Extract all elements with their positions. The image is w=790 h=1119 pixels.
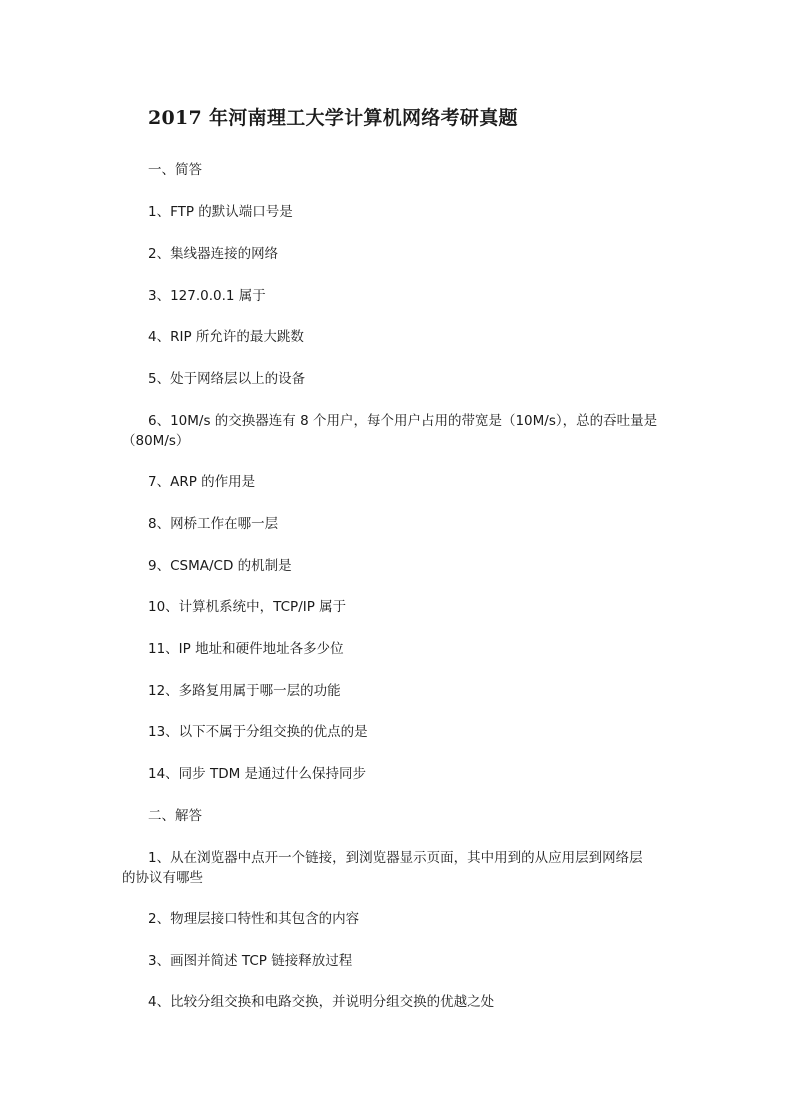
question-14: 14、同步 TDM 是通过什么保持同步 [148,766,367,782]
question-8: 8、网桥工作在哪一层 [148,516,279,532]
question-9: 9、CSMA/CD 的机制是 [148,558,292,574]
question-4: 4、RIP 所允许的最大跳数 [148,329,304,345]
question-10: 10、计算机系统中，TCP/IP 属于 [148,599,347,615]
section-heading-answers: 二、解答 [148,808,202,824]
answer-question-1-continued: 的协议有哪些 [122,870,203,886]
question-2: 2、集线器连接的网络 [148,246,279,262]
section-heading-short-answer: 一、简答 [148,162,202,178]
question-3: 3、127.0.0.1 属于 [148,288,266,304]
question-11: 11、IP 地址和硬件地址各多少位 [148,641,344,657]
answer-question-3: 3、画图并简述 TCP 链接释放过程 [148,953,353,969]
answer-question-4: 4、比较分组交换和电路交换，并说明分组交换的优越之处 [148,994,495,1010]
question-5: 5、处于网络层以上的设备 [148,371,306,387]
answer-question-2: 2、物理层接口特性和其包含的内容 [148,911,360,927]
question-12: 12、多路复用属于哪一层的功能 [148,683,341,699]
question-6: 6、10M/s 的交换器连有 8 个用户，每个用户占用的带宽是（10M/s），总的吞吐量是 [148,413,658,429]
question-1: 1、FTP 的默认端口号是 [148,204,293,220]
question-6-continued: （80M/s） [122,433,190,449]
question-7: 7、ARP 的作用是 [148,474,256,490]
question-13: 13、以下不属于分组交换的优点的是 [148,724,368,740]
answer-question-1: 1、从在浏览器中点开一个链接，到浏览器显示页面，其中用到的从应用层到网络层 [148,850,643,866]
document-title: 2017 年河南理工大学计算机网络考研真题 [148,107,518,129]
